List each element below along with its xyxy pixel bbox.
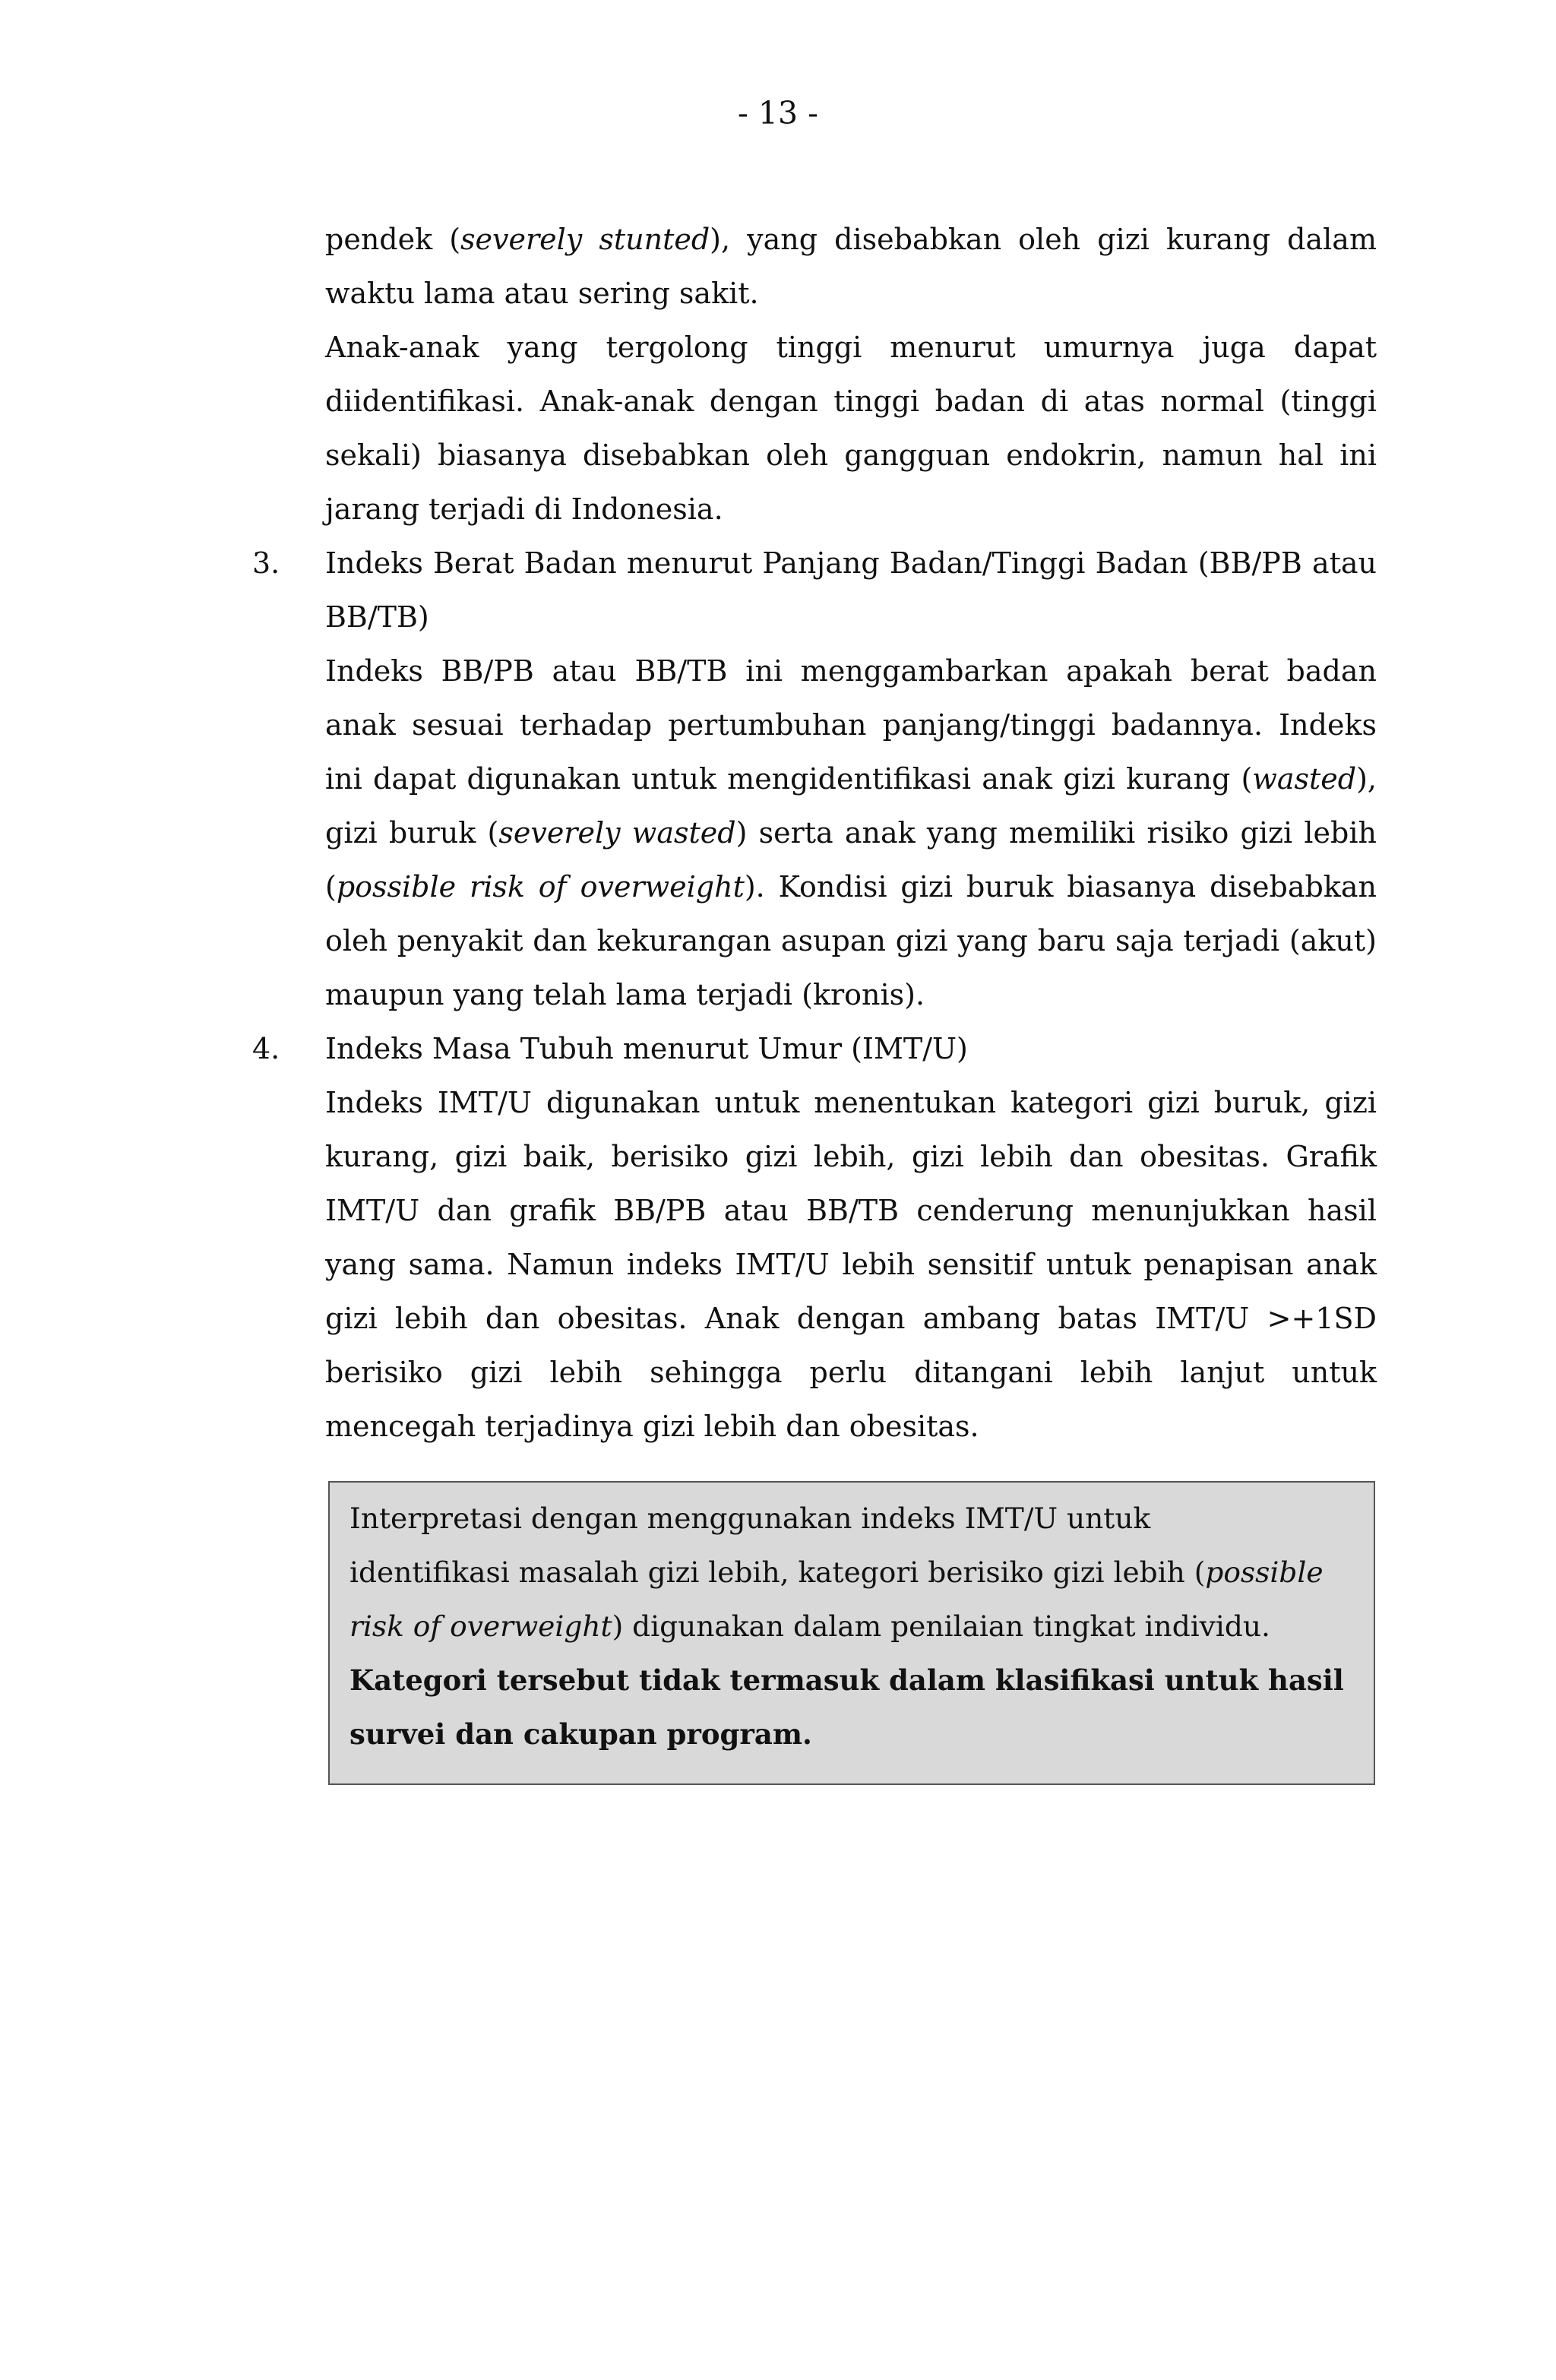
italic-term: wasted	[1252, 762, 1357, 796]
text-run: pendek (	[325, 223, 461, 256]
list-number: 3.	[252, 546, 280, 580]
list-item-title: Indeks Masa Tubuh menurut Umur (IMT/U)	[325, 1032, 968, 1065]
italic-term: risk of overweight	[349, 1609, 612, 1643]
page-number: - 13 -	[738, 95, 818, 131]
italic-term: severely stunted	[460, 223, 710, 256]
list-item-4	[252, 1022, 1377, 1454]
note-box	[328, 1481, 1375, 1785]
paragraph-severely-stunted	[325, 213, 1377, 321]
note-line: Interpretasi dengan menggunakan indeks IMT/U untuk	[349, 1502, 1151, 1535]
italic-term: severely wasted	[498, 816, 736, 850]
note-line	[349, 1546, 1352, 1600]
list-item-body	[325, 644, 1377, 1022]
text-run: ). Kondisi gizi buruk biasanya disebabkan oleh penyakit dan kekurangan asupan gizi yang baru saja terjadi (akut) maupun yang telah lama terjadi (kronis).	[325, 870, 1377, 1011]
text-run: Indeks BB/PB atau BB/TB ini menggambarkan apakah berat badan anak sesuai terhadap pertumbuhan panjang/tinggi badannya. Indeks ini dapat digunakan untuk mengidentifikasi anak gizi kurang (	[325, 654, 1377, 796]
note-line	[349, 1600, 1352, 1654]
paragraph-tall-children: Anak-anak yang tergolong tinggi menurut umurnya juga dapat diidentifikasi. Anak-anak dengan tinggi badan di atas normal (tinggi sekali) biasanya disebabkan oleh gangguan endokrin, namun hal ini jarang terjadi di Indonesia.	[325, 331, 1377, 526]
list-item-body: Indeks IMT/U digunakan untuk menentukan kategori gizi buruk, gizi kurang, gizi baik, berisiko gizi lebih, gizi lebih dan obesitas. Grafik IMT/U dan grafik BB/PB atau BB/TB cenderung menunjukkan hasil yang sama. Namun indeks IMT/U lebih sensitif untuk penapisan anak gizi lebih dan obesitas. Anak dengan ambang batas IMT/U >+1SD berisiko gizi lebih sehingga perlu ditangani lebih lanjut untuk mencegah terjadinya gizi lebih dan obesitas.	[325, 1086, 1377, 1443]
italic-term: possible risk of overweight	[336, 870, 745, 904]
italic-term: possible	[1205, 1556, 1324, 1589]
note-bold-line: Kategori tersebut tidak termasuk dalam klasifikasi untuk hasil	[349, 1663, 1344, 1697]
list-item-title: Indeks Berat Badan menurut Panjang Badan/Tinggi Badan (BB/PB atau BB/TB)	[325, 546, 1377, 634]
text-run: ) serta anak yang memiliki risiko gizi lebih (	[325, 816, 1377, 904]
list-item-3	[252, 536, 1377, 1022]
note-bold-line: survei dan cakupan program.	[349, 1717, 812, 1751]
text-run: ), yang disebabkan oleh gizi kurang dalam waktu lama atau sering sakit.	[325, 223, 1377, 310]
list-number: 4.	[252, 1032, 280, 1065]
document-body	[252, 213, 1377, 1454]
text-run: identifikasi masalah gizi lebih, kategori berisiko gizi lebih (	[349, 1556, 1206, 1589]
text-run: ) digunakan dalam penilaian tingkat individu.	[612, 1609, 1270, 1643]
text-run: ), gizi buruk (	[325, 762, 1377, 850]
